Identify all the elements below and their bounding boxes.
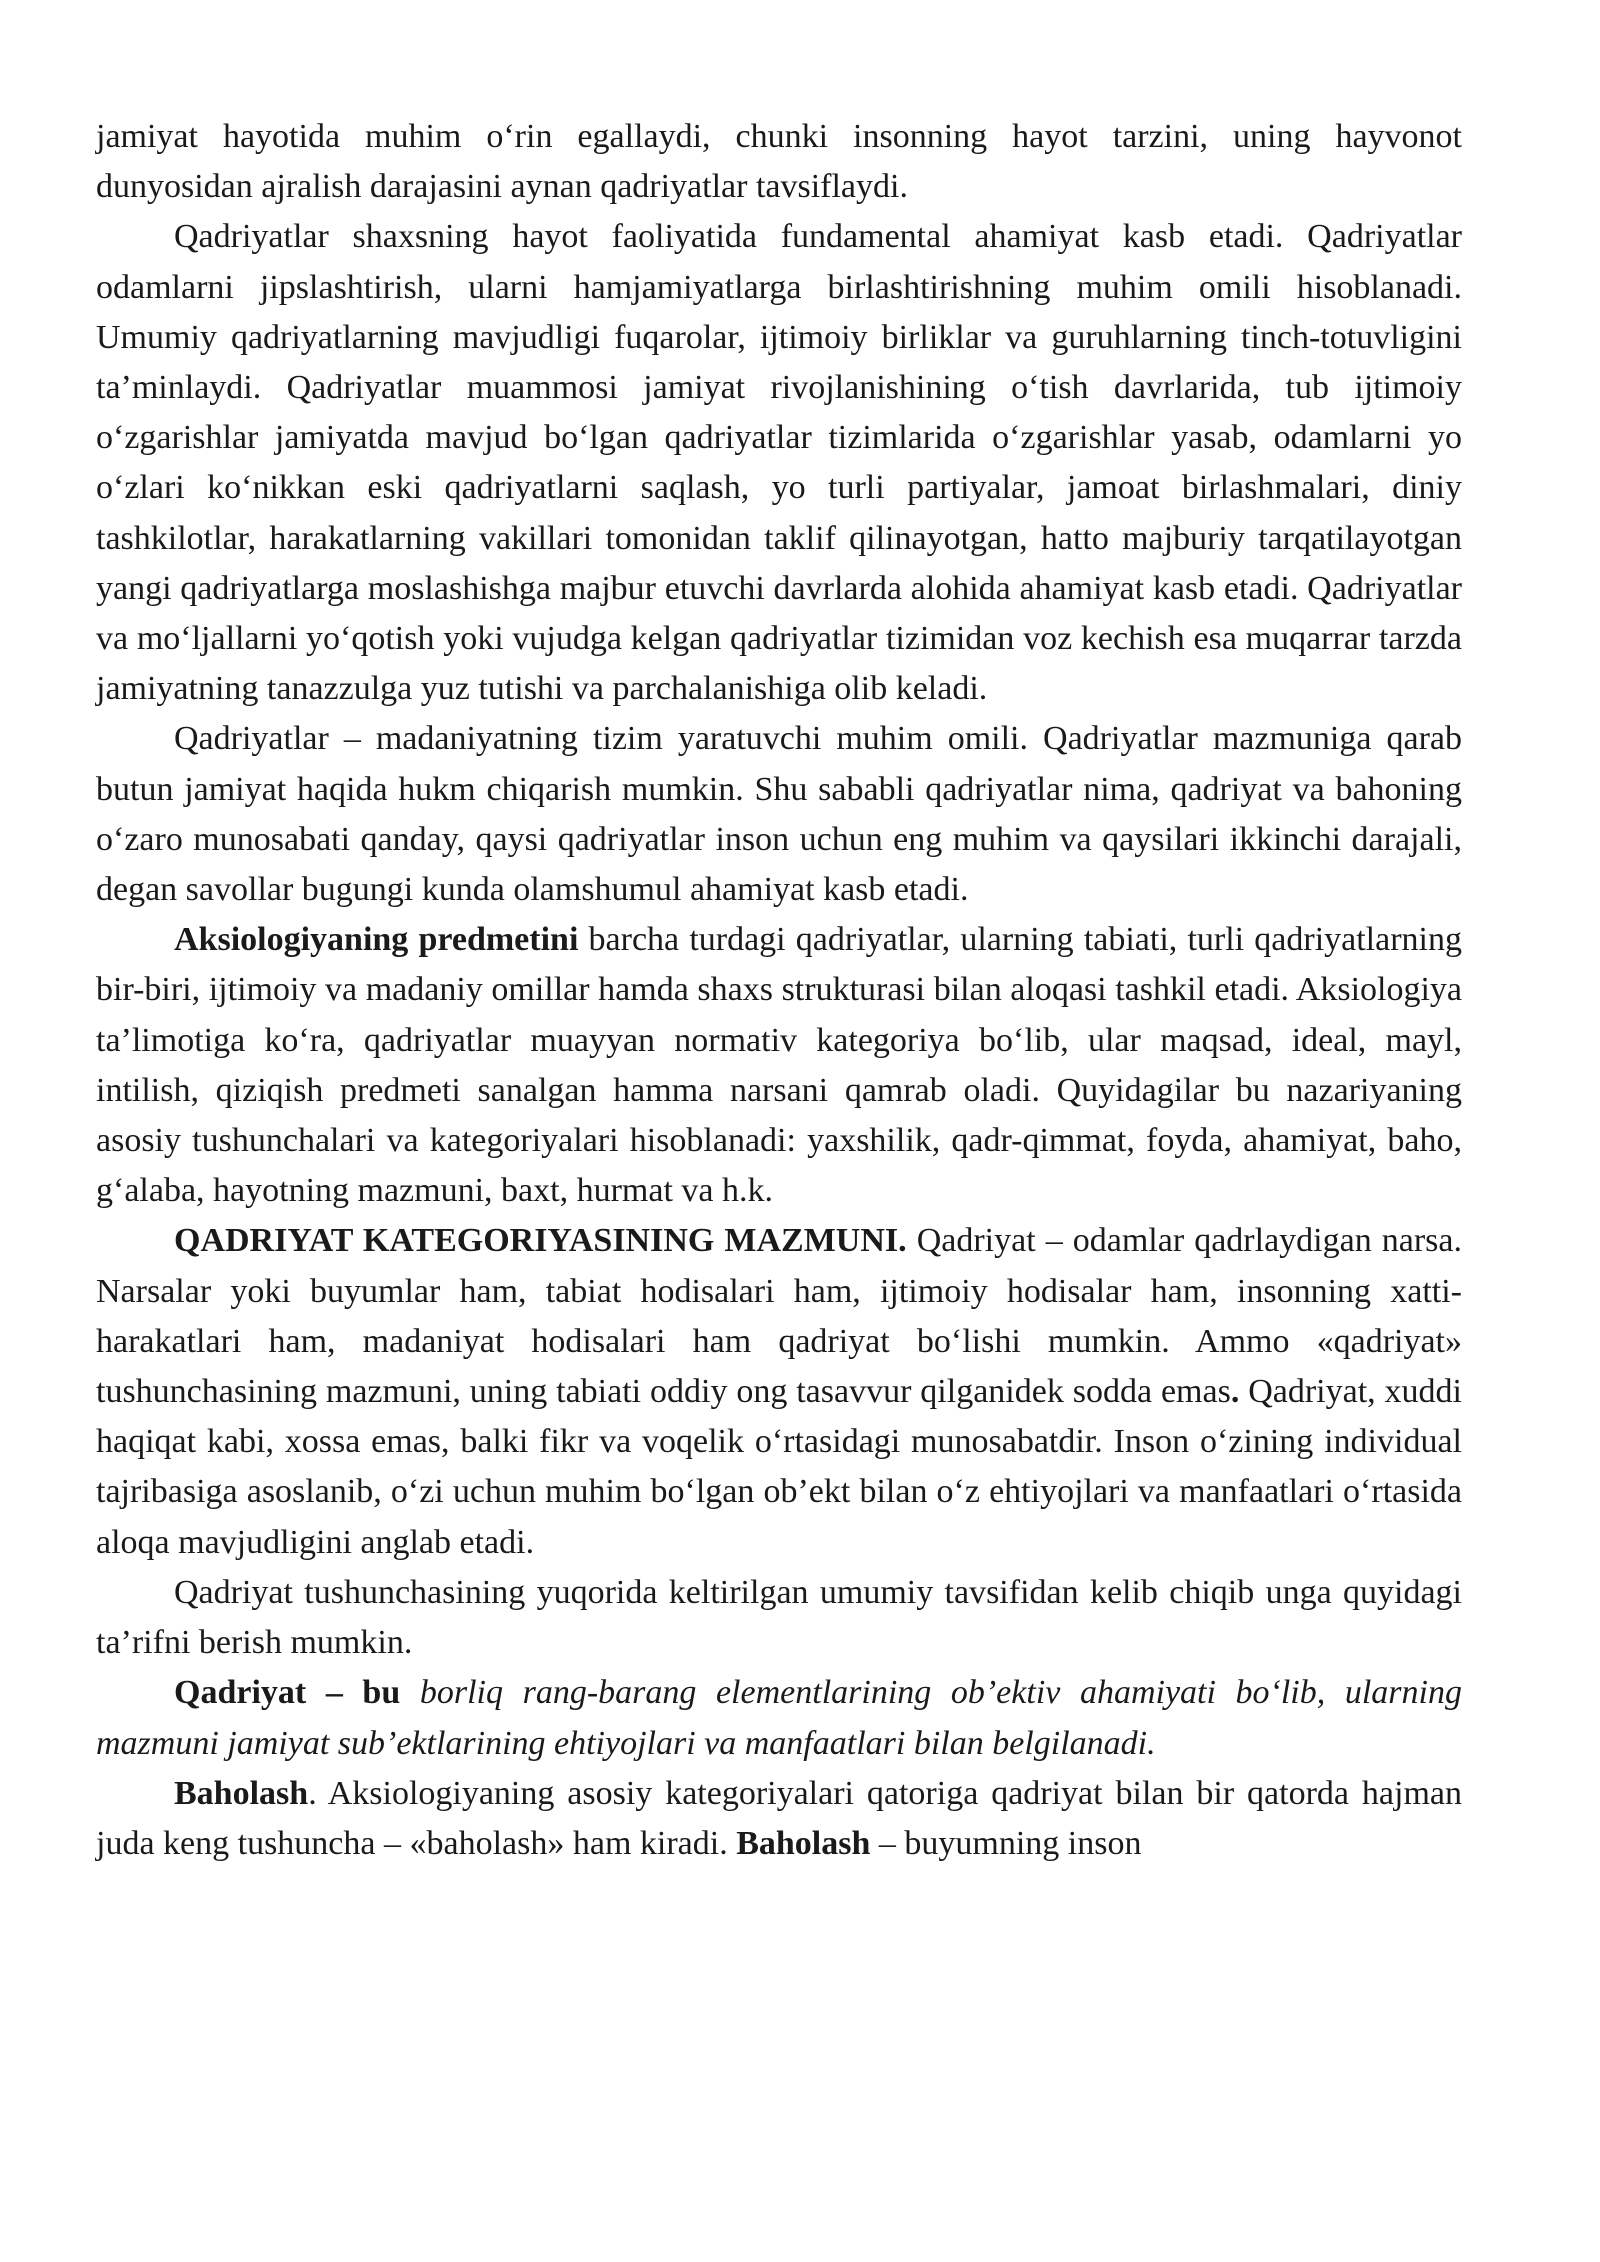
paragraph-definition-intro <box>96 1568 1462 1668</box>
paragraph-value-category <box>96 1216 1462 1567</box>
paragraph-text: jamiyat hayotida muhim oʻrin egallaydi, chunki insonning hayot tarzini, uning hayvonot dunyosidan ajralish darajasini aynan qadriyatlar tavsiflaydi. <box>96 118 1462 206</box>
paragraph-text: . Aksiologiyaning asosiy kategoriyalari qatoriga qadriyat bilan bir qatorda hajman juda keng tushuncha – «baholash» ham kiradi. <box>96 1774 1462 1862</box>
paragraph-axiology-subject <box>96 915 1462 1216</box>
paragraph-text: Qadriyatlar – madaniyatning tizim yaratuvchi muhim omili. Qadriyatlar mazmuniga qarab butun jamiyat haqida hukm chiqarish mumkin. Shu sababli qadriyatlar nima, qadriyat va bahoning oʻzaro munosabati qanday, qaysi qadriyatlar inson uchun eng muhim va qaysilari ikkinchi darajali, degan savollar bugungi kunda olamshumul ahamiyat kasb etadi. <box>96 720 1462 909</box>
paragraph-text: Qadriyatlar shaxsning hayot faoliyatida fundamental ahamiyat kasb etadi. Qadriyatlar odamlarni jipslashtirish, ularni hamjamiyatlarga birlashtirishning muhim omili hisoblanadi. Umumiy qadriyatlarning mavjudligi fuqarolar, ijtimoiy birliklar va guruhlarning tinch-totuvligini ta’minlaydi. Qadriyatlar muammosi jamiyat rivojlanishining oʻtish davrlarida, tub ijtimoiy oʻzgarishlar jamiyatda mavjud boʻlgan qadriyatlar tizimlarida oʻzgarishlar yasab, odamlarni yo oʻzlari koʻnikkan eski qadriyatlarni saqlash, yo turli partiyalar, jamoat birlashmalari, diniy tashkilotlar, harakatlarning vakillari tomonidan taklif qilinayotgan, hatto majburiy tarqatilayotgan yangi qadriyatlarga moslashishga majbur etuvchi davrlarda alohida ahamiyat kasb etadi. Qadriyatlar va moʻljallarni yoʻqotish yoki vujudga kelgan qadriyatlar tizimidan voz kechish esa muqarrar tarzda jamiyatning tanazzulga yuz tutishi va parchalanishiga olib keladi. <box>96 218 1462 708</box>
paragraph-text: Qadriyat – odamlar qadrlaydigan narsa. Narsalar yoki buyumlar ham, tabiat hodisalari ham, ijtimoiy hodisalar ham, insonning xatti-harakatlari ham, madaniyat hodisalari ham qadriyat boʻlishi mumkin. Ammo «qadriyat» tushunchasining mazmuni, uning tabiati oddiy ong tasavvur qilganidek sodda emas <box>96 1222 1462 1411</box>
paragraph-continuation <box>96 112 1462 212</box>
section-heading-inline: QADRIYAT KATEGORIYASINING MAZMUNI. <box>174 1222 907 1260</box>
paragraph-text: barcha turdagi qadriyatlar, ularning tabiati, turli qadriyatlarning bir-biri, ijtimoiy va madaniy omillar hamda shaxs strukturasi bilan aloqasi tashkil etadi. Aksiologiya ta’limotiga koʻra, qadriyatlar muayyan normativ kategoriya boʻlib, ular maqsad, ideal, mayl, intilish, qiziqish predmeti sanalgan hamma narsani qamrab oladi. Quyidagilar bu nazariyaning asosiy tushunchalari va kategoriyalari hisoblanadi: yaxshilik, qadr-qimmat, foyda, ahamiyat, baho, gʻalaba, hayotning mazmuni, baxt, hurmat va h.k. <box>96 921 1462 1210</box>
bold-term: Qadriyat – bu <box>174 1674 401 1712</box>
italic-definition: borliq rang-barang elementlarining ob’ektiv ahamiyati boʻlib, ularning mazmuni jamiyat sub’ektlarining ehtiyojlari va manfaatlari bilan belgilanadi. <box>96 1674 1462 1762</box>
paragraph-text: Qadriyat tushunchasining yuqorida keltirilgan umumiy tavsifidan kelib chiqib unga quyidagi ta’rifni berish mumkin. <box>96 1573 1462 1662</box>
paragraph-definition <box>96 1668 1462 1768</box>
bold-period: . <box>1230 1373 1240 1411</box>
paragraph-text: – buyumning inson <box>870 1824 1142 1862</box>
paragraph-text: Qadriyat, xuddi haqiqat kabi, xossa emas, balki fikr va voqelik oʻrtasidagi munosabatdir. Inson oʻzining individual tajribasiga asoslanib, oʻzi uchun muhim boʻlgan ob’ekt bilan oʻz ehtiyojlari va manfaatlari oʻrtasida aloqa mavjudligini anglab etadi. <box>96 1373 1462 1561</box>
paragraph-values-culture <box>96 714 1462 915</box>
bold-term: Aksiologiyaning predmetini <box>174 921 579 959</box>
document-page <box>96 112 1462 1869</box>
paragraph-evaluation <box>96 1769 1462 1869</box>
bold-term: Baholash <box>174 1774 309 1812</box>
paragraph-values-fundamental <box>96 212 1462 714</box>
bold-term: Baholash <box>736 1824 871 1862</box>
